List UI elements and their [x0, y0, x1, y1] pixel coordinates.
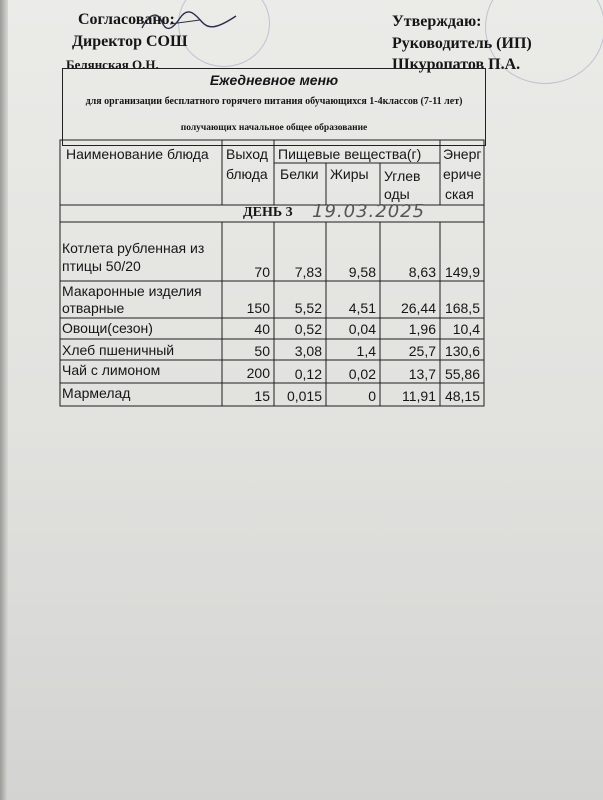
- col-yield-header-2: блюда: [226, 166, 268, 182]
- dish-name: Котлета рубленная из: [62, 240, 205, 256]
- energy-value: 10,4: [452, 321, 480, 337]
- carbs-value: 8,63: [408, 264, 436, 280]
- handwritten-date: 19.03.2025: [312, 201, 426, 222]
- yield-value: 40: [254, 321, 270, 337]
- yield-value: 150: [246, 300, 270, 316]
- col-carbs-header-1: Углев: [384, 168, 421, 184]
- protein-value: 7,83: [294, 264, 322, 280]
- menu-subtitle-1: для организации бесплатного горячего питания обучающихся 1-4классов (7-11 лет): [85, 96, 463, 107]
- confirm-label: Утверждаю:: [392, 13, 482, 30]
- fat-value: 4,51: [348, 300, 376, 316]
- director-name: Белянская О.Н.: [66, 57, 159, 72]
- fat-value: 9,58: [348, 264, 376, 280]
- dish-name: птицы 50/20: [62, 258, 141, 274]
- carbs-value: 26,44: [400, 300, 436, 316]
- fat-value: 0,02: [348, 366, 376, 382]
- yield-value: 200: [246, 365, 270, 381]
- dish-name: Хлеб пшеничный: [62, 342, 175, 358]
- fat-value: 1,4: [356, 343, 376, 359]
- menu-subtitle-2: получающих начальное общее образование: [180, 123, 368, 133]
- dish-name: отварные: [62, 300, 125, 316]
- col-fat-header: Жиры: [330, 166, 369, 182]
- day-label: ДЕНЬ 3: [243, 205, 293, 220]
- protein-value: 3,08: [294, 343, 322, 359]
- dish-name: Чай с лимоном: [62, 362, 161, 378]
- col-energy-header-2: ериче: [443, 166, 482, 182]
- carbs-value: 1,96: [408, 321, 436, 337]
- approved-label: Согласовано:: [78, 11, 175, 28]
- head-name: Шкуропатов П.А.: [392, 56, 521, 73]
- protein-value: 0,52: [294, 321, 322, 337]
- yield-value: 50: [254, 343, 270, 359]
- yield-value: 15: [254, 388, 270, 404]
- yield-value: 70: [254, 264, 270, 280]
- energy-value: 168,5: [444, 300, 480, 316]
- dish-name: Макаронные изделия: [62, 283, 202, 299]
- carbs-value: 11,91: [402, 388, 436, 404]
- dish-name: Овощи(сезон): [62, 320, 153, 336]
- energy-value: 48,15: [444, 388, 480, 404]
- protein-value: 5,52: [294, 300, 322, 316]
- carbs-value: 13,7: [408, 366, 436, 382]
- fat-value: 0: [368, 388, 376, 404]
- fat-value: 0,04: [348, 321, 376, 337]
- energy-value: 149,9: [444, 264, 480, 280]
- menu-title: Ежедневное меню: [209, 72, 339, 88]
- protein-value: 0,12: [294, 366, 322, 382]
- head-title: Руководитель (ИП): [392, 35, 532, 52]
- energy-value: 130,6: [444, 343, 480, 359]
- col-carbs-header-2: оды: [384, 186, 410, 202]
- col-yield-header-1: Выход: [226, 146, 268, 162]
- col-protein-header: Белки: [280, 166, 319, 182]
- col-name-header: Наименование блюда: [66, 146, 209, 162]
- energy-value: 55,86: [444, 366, 480, 382]
- dish-name: Мармелад: [62, 385, 131, 401]
- col-energy-header-3: ская: [445, 186, 474, 202]
- carbs-value: 25,7: [408, 343, 436, 359]
- director-title: Директор СОШ: [72, 33, 188, 50]
- col-nutrients-header: Пищевые вещества(г): [278, 146, 422, 162]
- col-energy-header-1: Энерг: [443, 146, 482, 162]
- protein-value: 0,015: [286, 388, 322, 404]
